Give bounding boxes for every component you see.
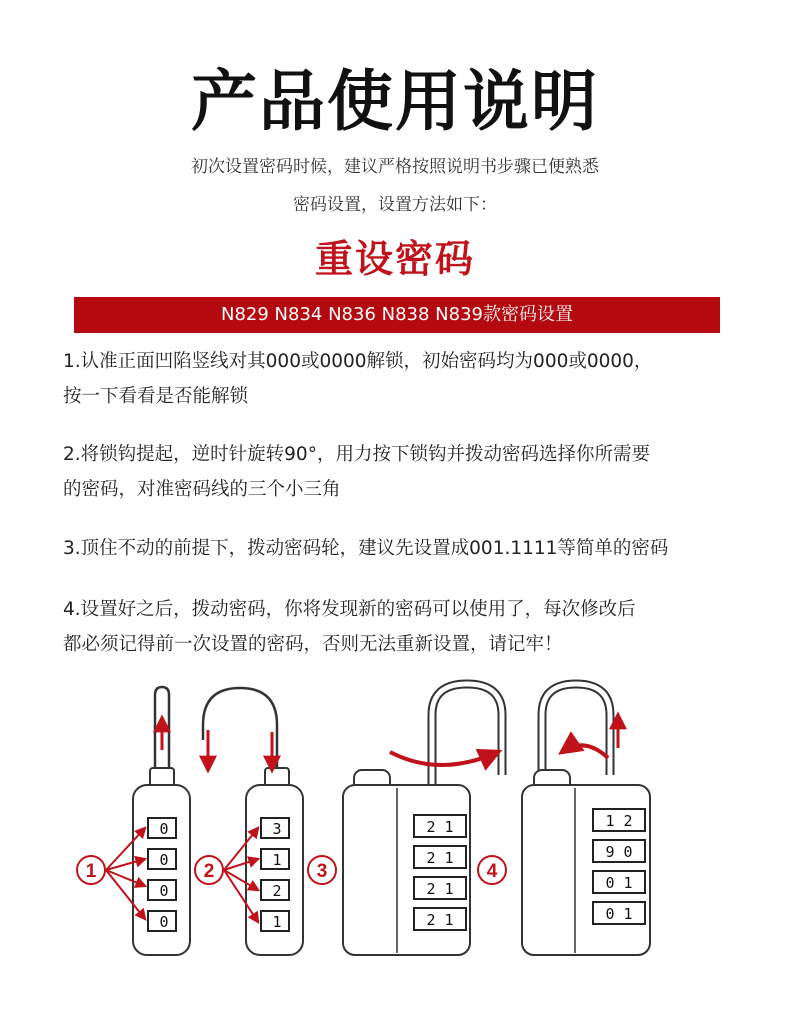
step-2 <box>63 437 763 507</box>
step-1-line-1: 1.认准正面凹陷竖线对其000或0000解锁，初始密码均为000或0000， <box>63 351 653 372</box>
svg-text:3: 3 <box>272 820 282 838</box>
svg-text:0 1: 0 1 <box>605 905 633 923</box>
svg-text:0: 0 <box>159 851 169 869</box>
step-4 <box>63 592 763 662</box>
svg-text:3: 3 <box>316 861 328 882</box>
step-marker-1 <box>77 856 105 884</box>
step-4-line-1: 4.设置好之后，拨动密码，你将发现新的密码可以使用了，每次修改后 <box>63 599 636 620</box>
step-1 <box>63 344 763 414</box>
step-2-line-1: 2.将锁钩提起，逆时针旋转90°，用力按下锁钩并拨动密码选择你所需要 <box>63 444 650 465</box>
step-marker-2 <box>195 856 223 884</box>
svg-text:0: 0 <box>159 820 169 838</box>
svg-text:0: 0 <box>159 913 169 931</box>
svg-text:9 0: 9 0 <box>605 843 633 861</box>
step-4-line-2: 都必须记得前一次设置的密码，否则无法重新设置，请记牢！ <box>63 634 563 655</box>
section-subtitle: 重设密码 <box>314 237 475 281</box>
svg-text:2 1: 2 1 <box>426 911 454 929</box>
intro-line-2: 密码设置，设置方法如下： <box>293 195 497 215</box>
svg-text:2 1: 2 1 <box>426 818 454 836</box>
svg-text:2 1: 2 1 <box>426 880 454 898</box>
intro-line-1: 初次设置密码时候，建议严格按照说明书步骤已便熟悉 <box>191 157 599 177</box>
svg-text:2: 2 <box>272 882 282 900</box>
svg-text:0 1: 0 1 <box>605 874 633 892</box>
step-marker-3 <box>308 856 336 884</box>
svg-text:1: 1 <box>85 861 97 882</box>
lock-illustration <box>0 670 790 970</box>
svg-text:2 1: 2 1 <box>426 849 454 867</box>
svg-text:4: 4 <box>486 861 498 882</box>
model-banner: N829 N834 N836 N838 N839款密码设置 <box>74 297 720 333</box>
svg-text:2: 2 <box>203 861 215 882</box>
page-title: 产品使用说明 <box>191 63 599 140</box>
step-2-line-2: 的密码，对准密码线的三个小三角 <box>63 479 341 500</box>
svg-text:0: 0 <box>159 882 169 900</box>
svg-text:1: 1 <box>272 913 282 931</box>
step-3-line-1: 3.顶住不动的前提下，拨动密码轮，建议先设置成001.1111等简单的密码 <box>63 538 669 559</box>
svg-text:1 2: 1 2 <box>605 812 633 830</box>
svg-text:1: 1 <box>272 851 282 869</box>
step-1-line-2: 按一下看看是否能解锁 <box>63 386 249 407</box>
step-marker-4 <box>478 856 506 884</box>
step-3 <box>63 531 763 566</box>
